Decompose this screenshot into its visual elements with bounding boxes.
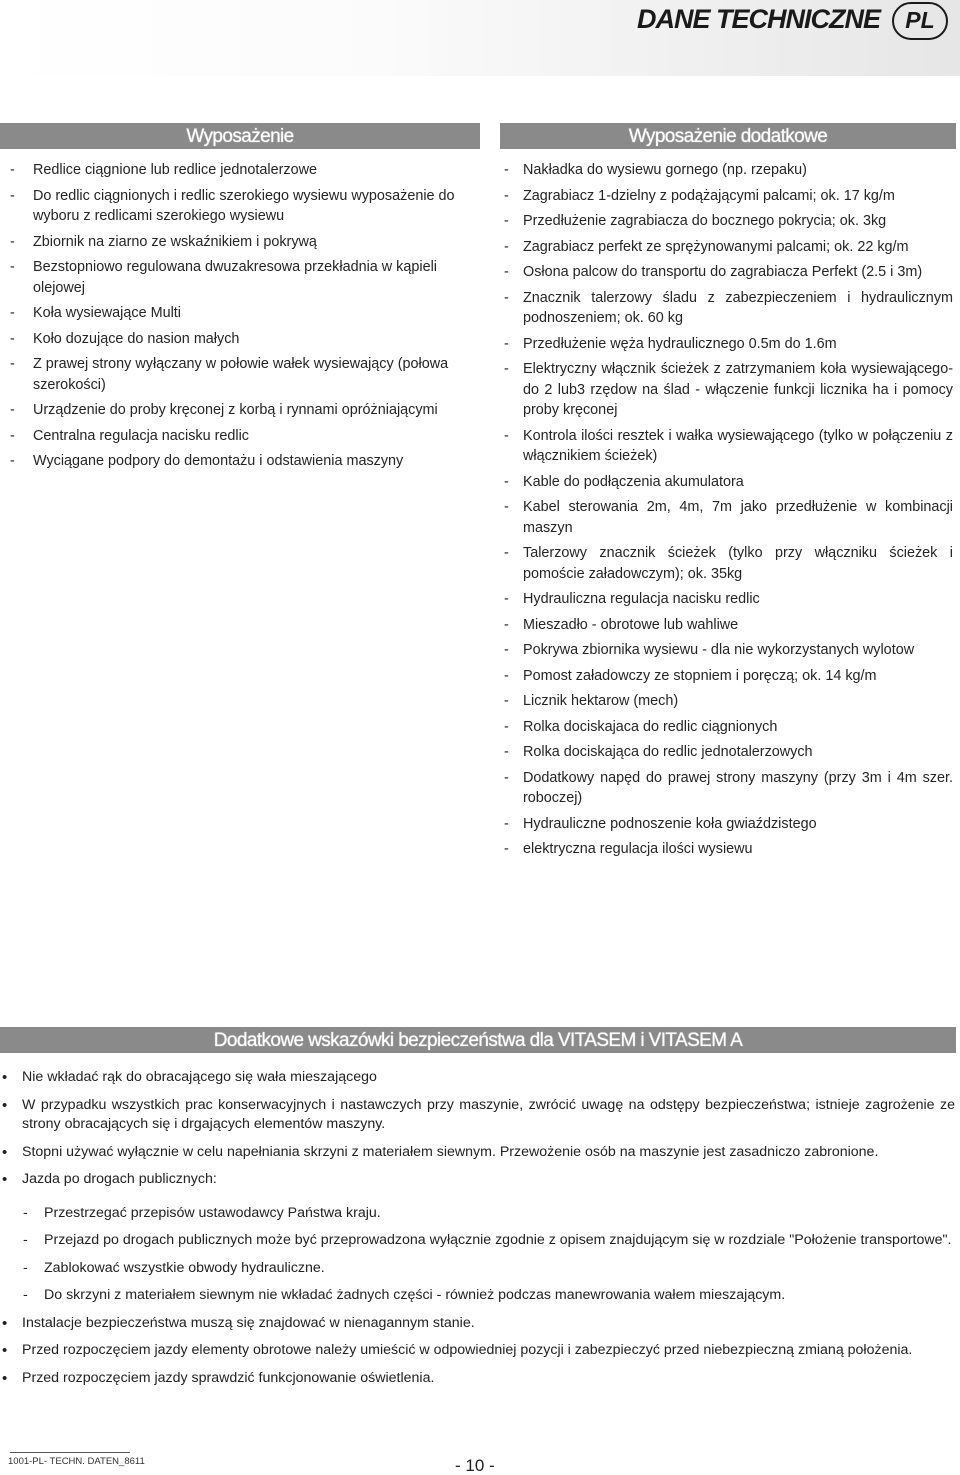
equipment-section-title: Wyposażenie <box>0 123 480 149</box>
safety-item: • Nie wkładać rąk do obracającego się wała mieszającego <box>10 1068 955 1088</box>
additional-equipment-item: - Zagrabiacz perfekt ze sprężynowanymi palcami; ok. 22 kg/m <box>501 237 953 258</box>
road-rule-item: - Zablokować wszystkie obwody hydrauliczne. <box>22 1259 955 1279</box>
additional-equipment-item: - Hydrauliczna regulacja nacisku redlic <box>501 589 953 610</box>
equipment-item: - Zbiornik na ziarno ze wskaźnikiem i pokrywą <box>10 232 465 253</box>
safety-section-title: Dodatkowe wskazówki bezpieczeństwa dla VITASEM i VITASEM A <box>0 1027 956 1053</box>
safety-item: • Przed rozpoczęciem jazdy elementy obrotowe należy umieścić w odpowiedniej pozycji i zabezpieczyć przed niebezpieczną zmianą położenia. <box>10 1341 955 1361</box>
additional-equipment-item: - Przedłużenie zagrabiacza do bocznego pokrycia; ok. 3kg <box>501 211 953 232</box>
safety-item: • Instalacje bezpieczeństwa muszą się znajdować w nienagannym stanie. <box>10 1314 955 1334</box>
additional-equipment-item: - Licznik hektarow (mech) <box>501 691 953 712</box>
safety-item: • W przypadku wszystkich prac konserwacyjnych i nastawczych przy maszynie, zwrócić uwagę na odstępy bezpieczeństwa; istnieje zagrożenie ze strony obracających się i drgających elementów maszyny. <box>10 1096 955 1135</box>
language-badge: PL <box>892 2 948 40</box>
road-rule-item: - Przestrzegać przepisów ustawodawcy Państwa kraju. <box>22 1204 955 1224</box>
safety-item: • Przed rozpoczęciem jazdy sprawdzić funkcjonowanie oświetlenia. <box>10 1369 955 1389</box>
additional-equipment-item: - Rolka dociskajaca do redlic ciągnionych <box>501 717 953 738</box>
equipment-item: - Bezstopniowo regulowana dwuzakresowa przekładnia w kąpieli olejowej <box>10 257 465 298</box>
additional-equipment-item: - Pomost załadowczy ze stopniem i poręczą; ok. 14 kg/m <box>501 666 953 687</box>
equipment-item: - Redlice ciągnione lub redlice jednotalerzowe <box>10 160 465 181</box>
additional-equipment-item: - Hydrauliczne podnoszenie koła gwiaździstego <box>501 814 953 835</box>
page-number: - 10 - <box>455 1456 495 1475</box>
page-header <box>0 0 960 80</box>
additional-equipment-item: - Osłona palcow do transportu do zagrabiacza Perfekt (2.5 i 3m) <box>501 262 953 283</box>
additional-equipment-item: - Elektryczny włącznik ścieżek z zatrzymaniem koła wysiewającego- do 2 lub3 rzędow na ślad - włączenie funkcji licznika ha i pomocy proby kręconej <box>501 359 953 421</box>
equipment-item: - Koła wysiewające Multi <box>10 303 465 324</box>
equipment-item: - Do redlic ciągnionych i redlic szerokiego wysiewu wyposażenie do wyboru z redlicami szerokiego wysiewu <box>10 186 465 227</box>
additional-equipment-item: - Mieszadło - obrotowe lub wahliwe <box>501 615 953 636</box>
equipment-item: - Urządzenie do proby kręconej z korbą i rynnami opróżniającymi <box>10 400 465 421</box>
additional-equipment-item: - Kontrola ilości resztek i wałka wysiewającego (tylko w połączeniu z włącznikiem ścieżek) <box>501 426 953 467</box>
additional-equipment-item: - Talerzowy znacznik ścieżek (tylko przy włączniku ścieżek i pomoście załadowczym); ok. 35kg <box>501 543 953 584</box>
road-rules-list <box>22 1204 955 1306</box>
additional-equipment-item: - Kabel sterowania 2m, 4m, 7m jako przedłużenie w kombinacji maszyn <box>501 497 953 538</box>
additional-equipment-item: - Nakładka do wysiewu gornego (np. rzepaku) <box>501 160 953 181</box>
footer-divider <box>10 1452 130 1453</box>
equipment-item: - Z prawej strony wyłączany w połowie wałek wysiewający (połowa szerokości) <box>10 354 465 395</box>
header-title: DANE TECHNICZNE <box>636 4 880 34</box>
footer-document-code: 1001-PL- TECHN. DATEN_8611 <box>8 1456 145 1467</box>
road-rule-item: - Przejazd po drogach publicznych może być przeprowadzona wyłącznie zgodnie z opisem znajdującym się w rozdziale "Położenie transportowe". <box>22 1231 955 1251</box>
safety-list <box>10 1068 955 1396</box>
additional-equipment-item: - elektryczna regulacja ilości wysiewu <box>501 839 953 860</box>
additional-equipment-section-title: Wyposażenie dodatkowe <box>500 123 956 149</box>
safety-item <box>10 1170 955 1306</box>
equipment-item: - Centralna regulacja nacisku redlic <box>10 426 465 447</box>
additional-equipment-item: - Kable do podłączenia akumulatora <box>501 472 953 493</box>
road-rule-item: - Do skrzyni z materiałem siewnym nie wkładać żadnych części - również podczas manewrowania wałem mieszającym. <box>22 1286 955 1306</box>
equipment-list <box>10 160 465 477</box>
additional-equipment-item: - Pokrywa zbiornika wysiewu - dla nie wykorzystanych wylotow <box>501 640 953 661</box>
additional-equipment-item: - Zagrabiacz 1-dzielny z podążającymi palcami; ok. 17 kg/m <box>501 186 953 207</box>
additional-equipment-item: - Znacznik talerzowy śladu z zabezpieczeniem i hydraulicznym podnoszeniem; ok. 60 kg <box>501 288 953 329</box>
additional-equipment-item: - Dodatkowy napęd do prawej strony maszyny (przy 3m i 4m szer. roboczej) <box>501 768 953 809</box>
equipment-item: - Koło dozujące do nasion małych <box>10 329 465 350</box>
equipment-item: - Wyciągane podpory do demontażu i odstawienia maszyny <box>10 451 465 472</box>
additional-equipment-item: - Przedłużenie węża hydraulicznego 0.5m do 1.6m <box>501 334 953 355</box>
additional-equipment-list <box>501 160 953 865</box>
safety-item-text: Jazda po drogach publicznych: <box>22 1171 217 1187</box>
safety-item: • Stopni używać wyłącznie w celu napełniania skrzyni z materiałem siewnym. Przewożenie osób na maszynie jest zasadniczo zabronione. <box>10 1143 955 1163</box>
additional-equipment-item: - Rolka dociskająca do redlic jednotalerzowych <box>501 742 953 763</box>
